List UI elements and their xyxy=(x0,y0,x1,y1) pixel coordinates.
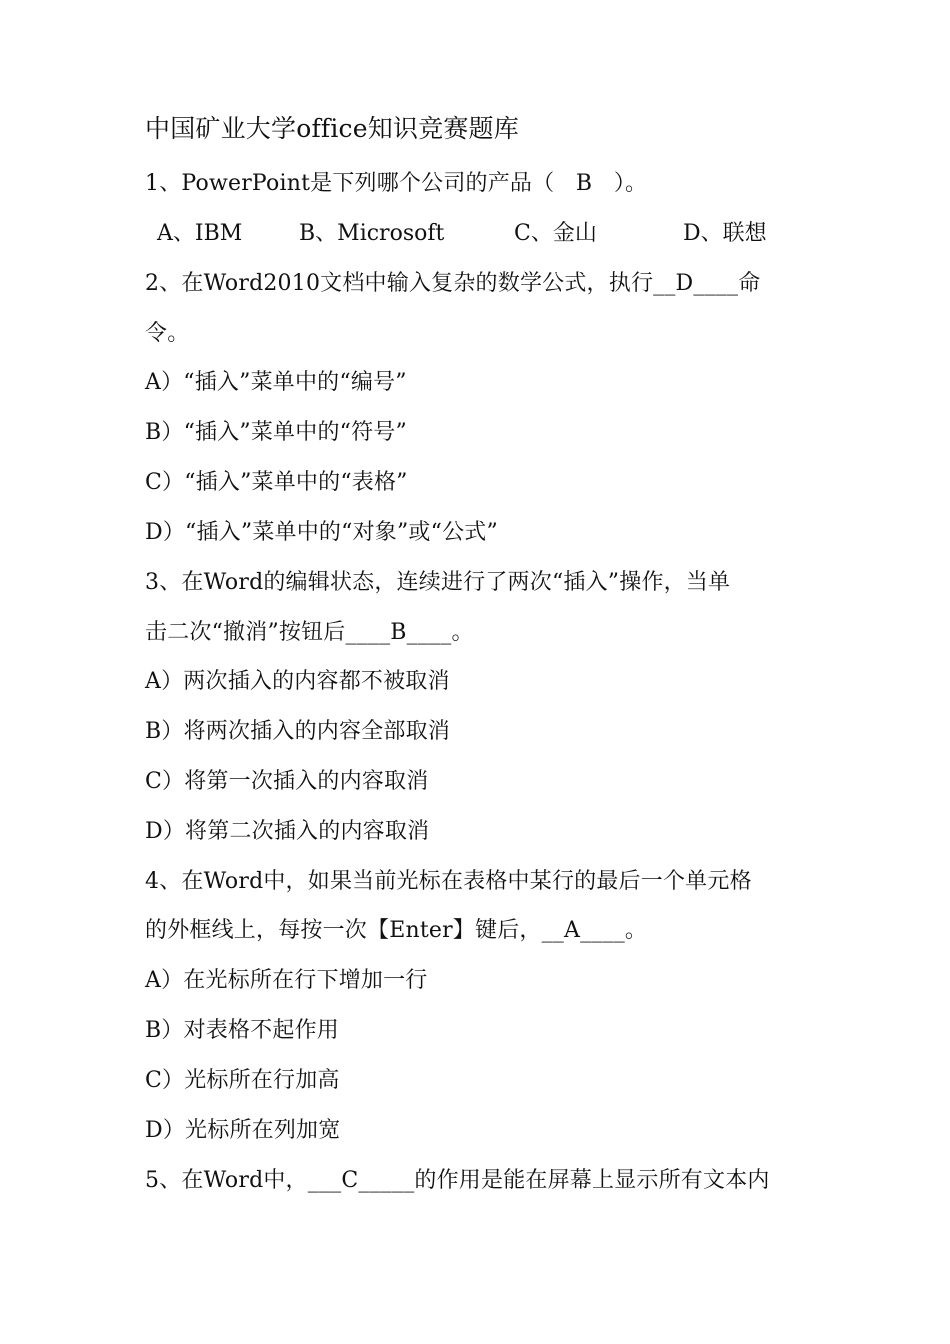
document-title: 中国矿业大学office知识竞赛题库 xyxy=(145,114,519,143)
question-3-stem-line-2: 击二次“撤消”按钮后____B____。 xyxy=(145,620,474,645)
question-2-stem-line-2: 令。 xyxy=(145,321,190,346)
question-4-option-b: B）对表格不起作用 xyxy=(145,1018,339,1043)
question-4-stem-line-2: 的外框线上，每按一次【Enter】键后，__A____。 xyxy=(145,918,648,943)
question-4-option-d: D）光标所在列加宽 xyxy=(145,1118,341,1143)
question-3-stem-line-1: 3、在Word的编辑状态，连续进行了两次“插入”操作，当单 xyxy=(145,570,731,595)
question-1-option-d: D、联想 xyxy=(683,221,767,246)
question-2-option-d: D）“插入”菜单中的“对象”或“公式” xyxy=(145,520,498,545)
question-2-option-b: B）“插入”菜单中的“符号” xyxy=(145,420,407,445)
question-3-option-c: C）将第一次插入的内容取消 xyxy=(145,769,429,794)
question-1-option-c: C、金山 xyxy=(514,221,597,246)
question-4-stem-line-1: 4、在Word中，如果当前光标在表格中某行的最后一个单元格 xyxy=(145,869,752,894)
question-3-option-d: D）将第二次插入的内容取消 xyxy=(145,819,430,844)
question-1-option-a: A、IBM xyxy=(157,221,243,246)
question-1-stem: 1、PowerPoint是下列哪个公司的产品（ B ）。 xyxy=(145,171,648,196)
question-1-option-b: B、Microsoft xyxy=(299,221,445,246)
question-2-stem-line-1: 2、在Word2010文档中输入复杂的数学公式，执行__D____命 xyxy=(145,271,761,296)
question-5-stem-line-1: 5、在Word中，___C_____的作用是能在屏幕上显示所有文本内 xyxy=(145,1168,770,1193)
question-2-option-a: A）“插入”菜单中的“编号” xyxy=(145,370,407,395)
question-2-option-c: C）“插入”菜单中的“表格” xyxy=(145,470,408,495)
question-4-option-c: C）光标所在行加高 xyxy=(145,1068,340,1093)
question-4-option-a: A）在光标所在行下增加一行 xyxy=(145,968,428,993)
question-3-option-b: B）将两次插入的内容全部取消 xyxy=(145,719,450,744)
question-3-option-a: A）两次插入的内容都不被取消 xyxy=(145,669,450,694)
